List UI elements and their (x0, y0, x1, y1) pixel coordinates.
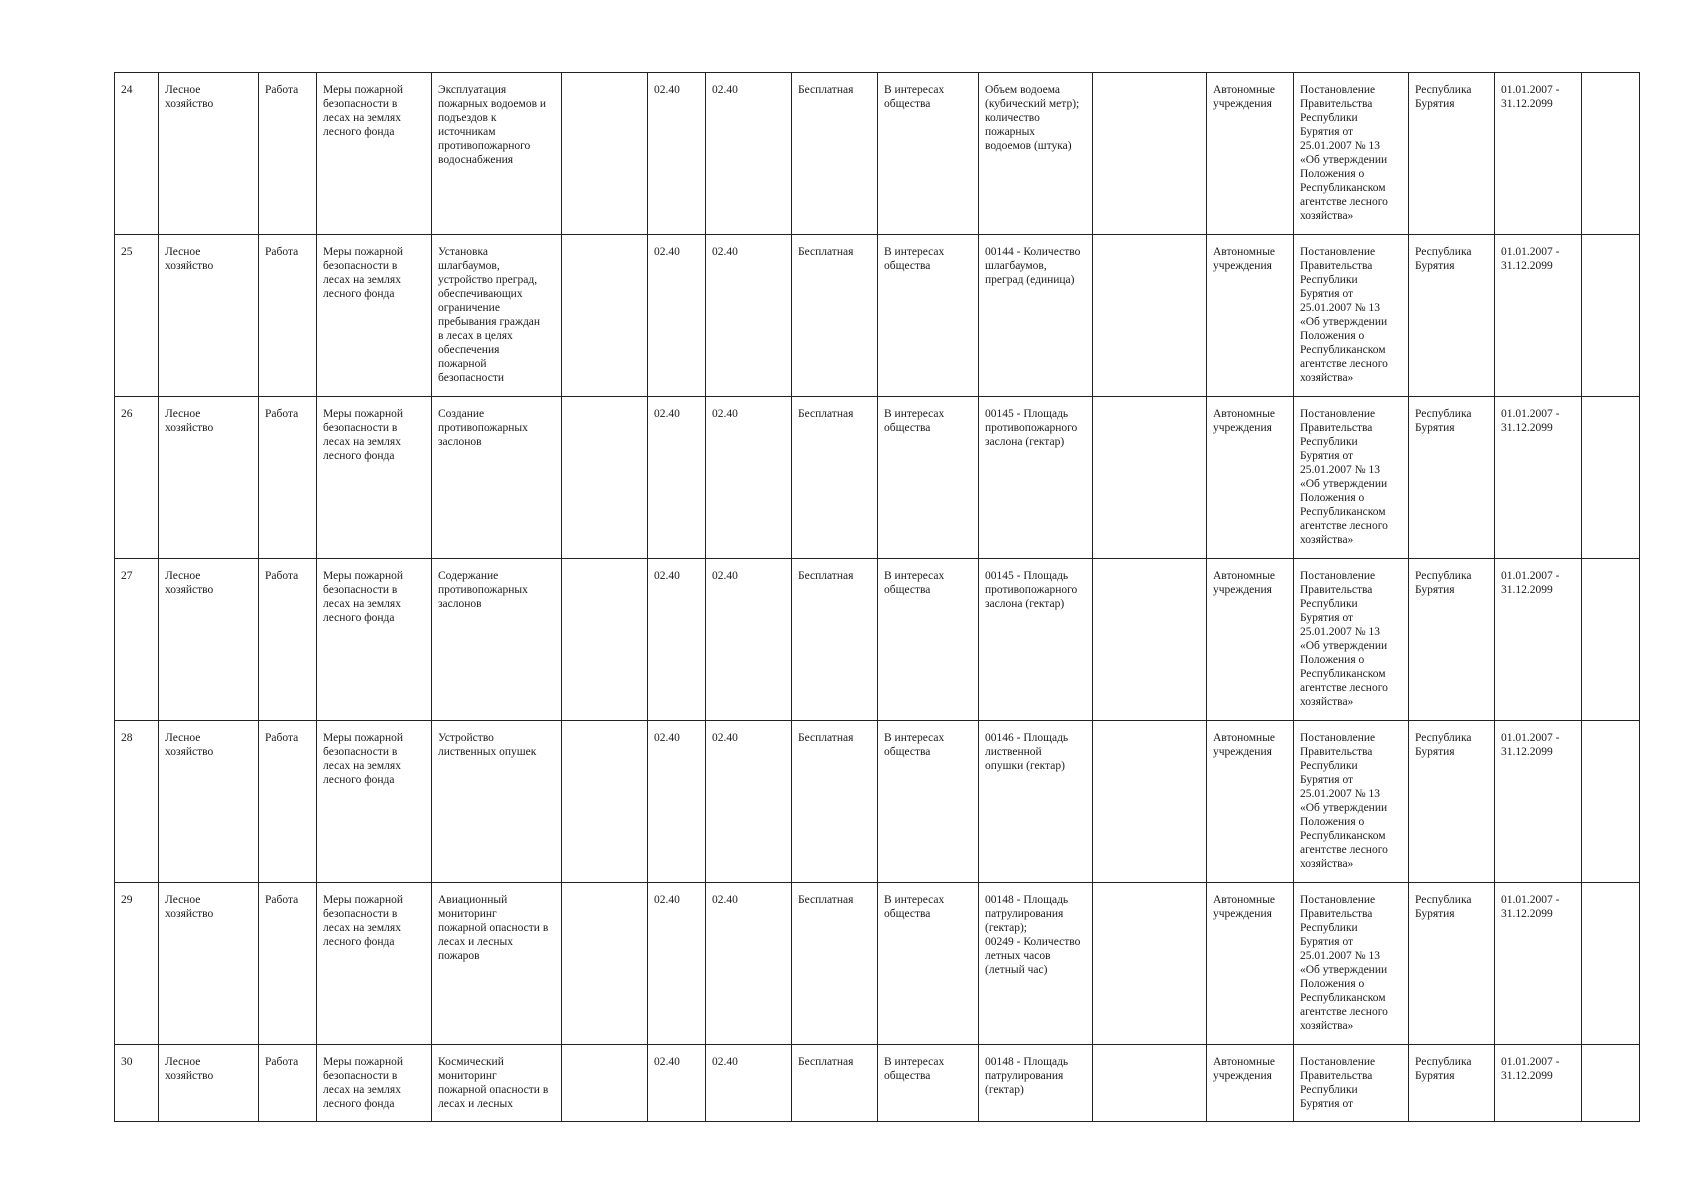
row-number: 26 (115, 397, 159, 559)
period-cell: 01.01.2007 - 31.12.2099 (1495, 235, 1582, 397)
indicator-cell: 00146 - Площадь лиственной опушки (гектар) (979, 721, 1093, 883)
interest-cell: В интересах общества (878, 721, 979, 883)
indicator-cell: 00148 - Площадь патрулирования (гектар) (979, 1045, 1093, 1122)
indicator-cell: 00145 - Площадь противопожарного заслона (гектар) (979, 559, 1093, 721)
group-cell: Меры пожарной безопасности в лесах на землях лесного фонда (317, 397, 432, 559)
type-cell: Работа (259, 235, 317, 397)
legal-basis-cell: Постановление Правительства Республики Бурятия от 25.01.2007 № 13 «Об утверждении Положения о Республиканском агентстве лесного хозяйства» (1294, 559, 1409, 721)
empty-cell (562, 883, 648, 1045)
okved-code-cell: 02.40 (648, 1045, 706, 1122)
group-cell: Меры пожарной безопасности в лесах на землях лесного фонда (317, 73, 432, 235)
work-name-cell: Авиационный мониторинг пожарной опасности в лесах и лесных пожаров (432, 883, 562, 1045)
table-row (115, 883, 1640, 1045)
industry-cell: Лесное хозяйство (159, 1045, 259, 1122)
work-name-cell: Создание противопожарных заслонов (432, 397, 562, 559)
interest-cell: В интересах общества (878, 397, 979, 559)
table-row (115, 559, 1640, 721)
type-cell: Работа (259, 1045, 317, 1122)
okved-code-cell: 02.40 (706, 721, 792, 883)
empty-cell (1093, 235, 1207, 397)
empty-cell (1093, 559, 1207, 721)
region-cell: Республика Бурятия (1409, 559, 1495, 721)
interest-cell: В интересах общества (878, 883, 979, 1045)
group-cell: Меры пожарной безопасности в лесах на землях лесного фонда (317, 235, 432, 397)
services-registry-table (114, 72, 1640, 1122)
legal-basis-cell: Постановление Правительства Республики Бурятия от 25.01.2007 № 13 «Об утверждении Положения о Республиканском агентстве лесного хозяйства» (1294, 235, 1409, 397)
payment-cell: Бесплатная (792, 1045, 878, 1122)
okved-code-cell: 02.40 (706, 397, 792, 559)
type-cell: Работа (259, 721, 317, 883)
industry-cell: Лесное хозяйство (159, 397, 259, 559)
group-cell: Меры пожарной безопасности в лесах на землях лесного фонда (317, 1045, 432, 1122)
legal-basis-cell: Постановление Правительства Республики Бурятия от 25.01.2007 № 13 «Об утверждении Положения о Республиканском агентстве лесного хозяйства» (1294, 397, 1409, 559)
type-cell: Работа (259, 397, 317, 559)
row-number: 24 (115, 73, 159, 235)
payment-cell: Бесплатная (792, 235, 878, 397)
work-name-cell: Устройство лиственных опушек (432, 721, 562, 883)
table-row (115, 721, 1640, 883)
empty-cell (562, 1045, 648, 1122)
group-cell: Меры пожарной безопасности в лесах на землях лесного фонда (317, 883, 432, 1045)
region-cell: Республика Бурятия (1409, 721, 1495, 883)
indicator-cell: Объем водоема (кубический метр); количество пожарных водоемов (штука) (979, 73, 1093, 235)
period-cell: 01.01.2007 - 31.12.2099 (1495, 1045, 1582, 1122)
okved-code-cell: 02.40 (706, 73, 792, 235)
okved-code-cell: 02.40 (648, 235, 706, 397)
work-name-cell: Содержание противопожарных заслонов (432, 559, 562, 721)
period-cell: 01.01.2007 - 31.12.2099 (1495, 397, 1582, 559)
empty-cell (1093, 1045, 1207, 1122)
okved-code-cell: 02.40 (706, 559, 792, 721)
interest-cell: В интересах общества (878, 235, 979, 397)
empty-cell (1582, 559, 1640, 721)
group-cell: Меры пожарной безопасности в лесах на землях лесного фонда (317, 559, 432, 721)
institution-type-cell: Автономные учреждения (1207, 1045, 1294, 1122)
period-cell: 01.01.2007 - 31.12.2099 (1495, 721, 1582, 883)
region-cell: Республика Бурятия (1409, 397, 1495, 559)
row-number: 27 (115, 559, 159, 721)
work-name-cell: Космический мониторинг пожарной опасности в лесах и лесных (432, 1045, 562, 1122)
row-number: 30 (115, 1045, 159, 1122)
legal-basis-cell: Постановление Правительства Республики Бурятия от 25.01.2007 № 13 «Об утверждении Положения о Республиканском агентстве лесного хозяйства» (1294, 883, 1409, 1045)
institution-type-cell: Автономные учреждения (1207, 559, 1294, 721)
legal-basis-cell: Постановление Правительства Республики Бурятия от 25.01.2007 № 13 «Об утверждении Положения о Республиканском агентстве лесного хозяйства» (1294, 73, 1409, 235)
industry-cell: Лесное хозяйство (159, 883, 259, 1045)
table-row (115, 1045, 1640, 1122)
okved-code-cell: 02.40 (648, 397, 706, 559)
indicator-cell: 00144 - Количество шлагбаумов, преград (единица) (979, 235, 1093, 397)
institution-type-cell: Автономные учреждения (1207, 73, 1294, 235)
payment-cell: Бесплатная (792, 73, 878, 235)
empty-cell (562, 721, 648, 883)
okved-code-cell: 02.40 (648, 883, 706, 1045)
type-cell: Работа (259, 559, 317, 721)
industry-cell: Лесное хозяйство (159, 721, 259, 883)
institution-type-cell: Автономные учреждения (1207, 397, 1294, 559)
row-number: 29 (115, 883, 159, 1045)
empty-cell (562, 73, 648, 235)
interest-cell: В интересах общества (878, 1045, 979, 1122)
empty-cell (562, 559, 648, 721)
industry-cell: Лесное хозяйство (159, 73, 259, 235)
payment-cell: Бесплатная (792, 397, 878, 559)
institution-type-cell: Автономные учреждения (1207, 883, 1294, 1045)
table-row (115, 73, 1640, 235)
empty-cell (562, 235, 648, 397)
period-cell: 01.01.2007 - 31.12.2099 (1495, 73, 1582, 235)
institution-type-cell: Автономные учреждения (1207, 235, 1294, 397)
interest-cell: В интересах общества (878, 559, 979, 721)
legal-basis-cell: Постановление Правительства Республики Бурятия от (1294, 1045, 1409, 1122)
okved-code-cell: 02.40 (648, 721, 706, 883)
okved-code-cell: 02.40 (648, 559, 706, 721)
okved-code-cell: 02.40 (706, 883, 792, 1045)
okved-code-cell: 02.40 (706, 1045, 792, 1122)
payment-cell: Бесплатная (792, 559, 878, 721)
payment-cell: Бесплатная (792, 721, 878, 883)
region-cell: Республика Бурятия (1409, 1045, 1495, 1122)
industry-cell: Лесное хозяйство (159, 235, 259, 397)
region-cell: Республика Бурятия (1409, 883, 1495, 1045)
empty-cell (1093, 73, 1207, 235)
table-row (115, 397, 1640, 559)
period-cell: 01.01.2007 - 31.12.2099 (1495, 559, 1582, 721)
row-number: 25 (115, 235, 159, 397)
group-cell: Меры пожарной безопасности в лесах на землях лесного фонда (317, 721, 432, 883)
indicator-cell: 00145 - Площадь противопожарного заслона (гектар) (979, 397, 1093, 559)
work-name-cell: Эксплуатация пожарных водоемов и подъездов к источникам противопожарного водоснабжения (432, 73, 562, 235)
empty-cell (1582, 883, 1640, 1045)
institution-type-cell: Автономные учреждения (1207, 721, 1294, 883)
work-name-cell: Установка шлагбаумов, устройство преград, обеспечивающих ограничение пребывания граждан в лесах в целях обеспечения пожарной безопасности (432, 235, 562, 397)
empty-cell (1582, 1045, 1640, 1122)
empty-cell (1582, 235, 1640, 397)
interest-cell: В интересах общества (878, 73, 979, 235)
payment-cell: Бесплатная (792, 883, 878, 1045)
empty-cell (1093, 721, 1207, 883)
indicator-cell: 00148 - Площадь патрулирования (гектар); 00249 - Количество летных часов (летный час) (979, 883, 1093, 1045)
empty-cell (1582, 721, 1640, 883)
empty-cell (562, 397, 648, 559)
type-cell: Работа (259, 883, 317, 1045)
region-cell: Республика Бурятия (1409, 235, 1495, 397)
empty-cell (1093, 883, 1207, 1045)
empty-cell (1582, 73, 1640, 235)
okved-code-cell: 02.40 (648, 73, 706, 235)
empty-cell (1093, 397, 1207, 559)
okved-code-cell: 02.40 (706, 235, 792, 397)
type-cell: Работа (259, 73, 317, 235)
table-row (115, 235, 1640, 397)
region-cell: Республика Бурятия (1409, 73, 1495, 235)
row-number: 28 (115, 721, 159, 883)
period-cell: 01.01.2007 - 31.12.2099 (1495, 883, 1582, 1045)
industry-cell: Лесное хозяйство (159, 559, 259, 721)
legal-basis-cell: Постановление Правительства Республики Бурятия от 25.01.2007 № 13 «Об утверждении Положения о Республиканском агентстве лесного хозяйства» (1294, 721, 1409, 883)
empty-cell (1582, 397, 1640, 559)
